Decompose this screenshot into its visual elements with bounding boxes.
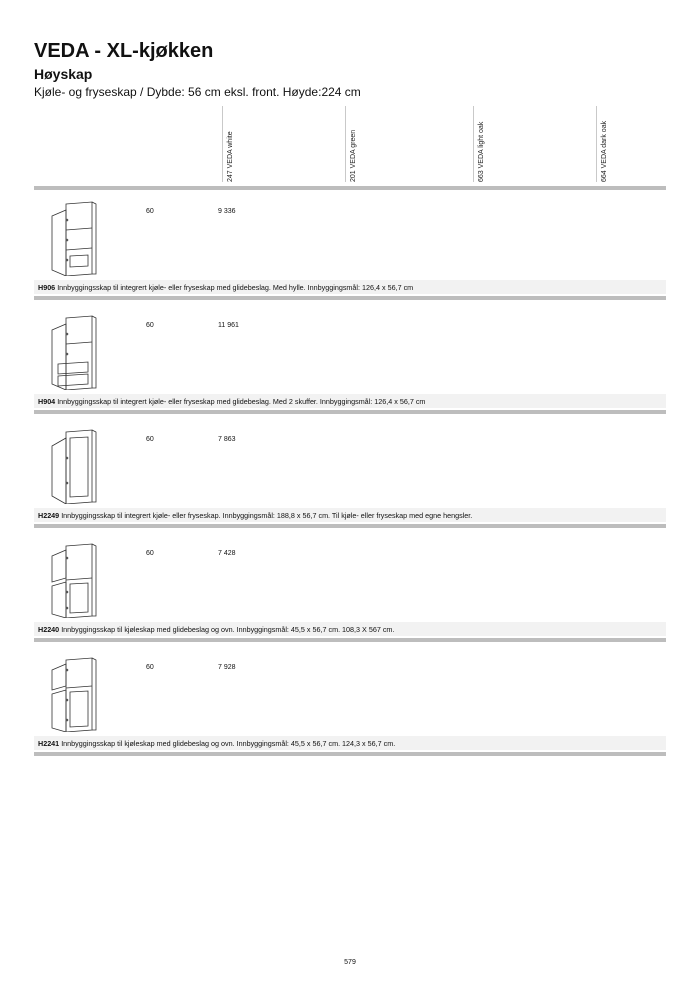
column-header-light-oak — [473, 106, 491, 182]
product-row-h2241 — [34, 646, 666, 759]
product-width: 60 — [146, 436, 154, 443]
product-price: 11 961 — [218, 322, 239, 329]
product-price: 9 336 — [218, 208, 236, 215]
column-header-dark-oak — [596, 106, 614, 182]
row-divider — [34, 296, 666, 300]
column-label: 664 VEDA dark oak — [601, 120, 608, 182]
column-label: 201 VEDA green — [350, 129, 357, 182]
tall-cabinet-oven-fridge-icon — [48, 656, 98, 732]
tall-cabinet-with-drawers-icon — [48, 314, 98, 390]
product-description: Innbyggingsskap til integrert kjøle- eller fryseskap med glidebeslag. Med 2 skuffer. Innbyggingsmål: 126,4 x 56,7 cm — [57, 397, 426, 406]
product-caption — [38, 511, 472, 520]
column-label: 247 VEDA white — [227, 131, 234, 182]
page-number: 579 — [344, 959, 356, 966]
product-description: Innbyggingsskap til kjøleskap med glidebeslag og ovn. Innbyggingsmål: 45,5 x 56,7 cm. 124,3 x 56,7 cm. — [61, 739, 396, 748]
product-code: H2240 — [38, 625, 60, 634]
page-title: VEDA - XL-kjøkken — [34, 40, 214, 62]
product-row-h904 — [34, 304, 666, 417]
product-width: 60 — [146, 322, 154, 329]
tall-cabinet-single-door-icon — [48, 428, 98, 504]
product-width: 60 — [146, 664, 154, 671]
product-code: H904 — [38, 397, 56, 406]
product-description: Innbyggingsskap til integrert kjøle- eller fryseskap. Innbyggingsmål: 188,8 x 56,7 cm. Til kjøle- eller fryseskap med egne hengsler. — [61, 511, 473, 520]
product-row-h2240 — [34, 532, 666, 645]
row-divider — [34, 524, 666, 528]
product-width: 60 — [146, 550, 154, 557]
product-caption — [38, 397, 425, 406]
product-price: 7 863 — [218, 436, 236, 443]
tall-cabinet-oven-fridge-icon — [48, 542, 98, 618]
product-description: Innbyggingsskap til integrert kjøle- eller fryseskap med glidebeslag. Med hylle. Innbyggingsmål: 126,4 x 56,7 cm — [57, 283, 414, 292]
product-description: Innbyggingsskap til kjøleskap med glidebeslag og ovn. Innbyggingsmål: 45,5 x 56,7 cm. 108,3 X 567 cm. — [61, 625, 395, 634]
product-caption — [38, 739, 395, 748]
product-caption — [38, 625, 394, 634]
section-subtitle: Høyskap — [34, 66, 93, 82]
product-width: 60 — [146, 208, 154, 215]
product-row-h906 — [34, 190, 666, 303]
row-divider — [34, 752, 666, 756]
column-label: 663 VEDA light oak — [478, 121, 485, 182]
row-divider — [34, 638, 666, 642]
product-row-h2249 — [34, 418, 666, 531]
product-price: 7 928 — [218, 664, 236, 671]
product-code: H2249 — [38, 511, 60, 520]
row-divider — [34, 410, 666, 414]
product-caption — [38, 283, 413, 292]
column-header-green — [345, 106, 363, 182]
column-header-white — [222, 106, 240, 182]
section-description: Kjøle- og fryseskap / Dybde: 56 cm eksl. front. Høyde:224 cm — [34, 85, 361, 99]
tall-cabinet-with-shelf-icon — [48, 200, 98, 276]
product-code: H906 — [38, 283, 56, 292]
product-code: H2241 — [38, 739, 60, 748]
product-price: 7 428 — [218, 550, 236, 557]
